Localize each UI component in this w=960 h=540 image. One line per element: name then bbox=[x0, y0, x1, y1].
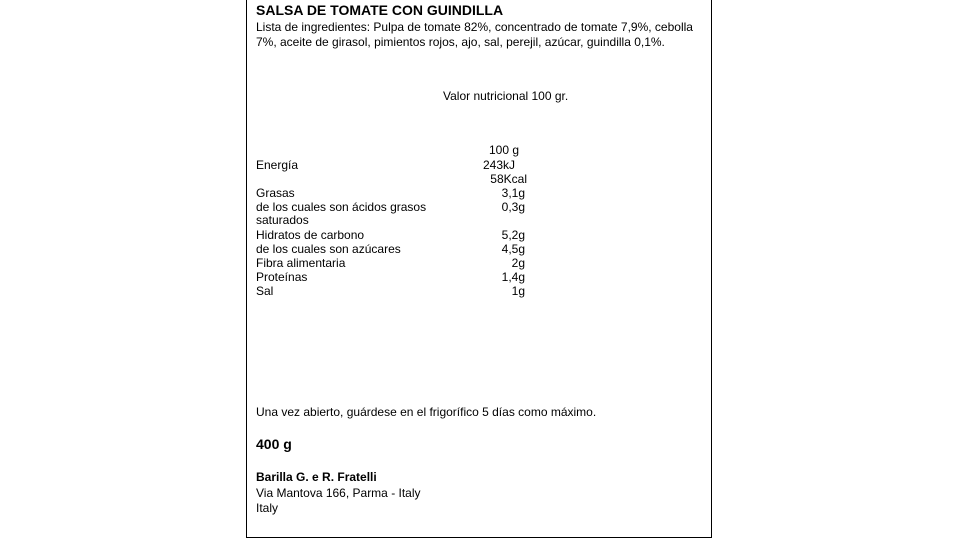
storage-instructions: Una vez abierto, guárdese en el frigorífico 5 días como máximo. bbox=[256, 405, 597, 419]
nutrition-row-value: 1g bbox=[511, 284, 525, 298]
ingredients-list: Lista de ingredientes: Pulpa de tomate 82%, concentrado de tomate 7,9%, cebolla 7%, aceite de girasol, pimientos rojos, ajo, sal, perejil, azúcar, guindilla 0,1%. bbox=[256, 20, 693, 49]
company-address: Via Mantova 166, Parma - Italy bbox=[256, 486, 421, 500]
nutrition-row-value: 0,3g bbox=[501, 200, 525, 214]
nutrition-row-value: 3,1g bbox=[501, 186, 525, 200]
nutrition-row-value: 243kJ bbox=[482, 158, 515, 172]
company-name: Barilla G. e R. Fratelli bbox=[256, 470, 377, 484]
nutrition-row-label: de los cuales son azúcares bbox=[256, 242, 401, 256]
nutrition-row-value: 2g bbox=[511, 256, 525, 270]
nutrition-row-value: 4,5g bbox=[501, 242, 525, 256]
nutrition-row-value: 1,4g bbox=[501, 270, 525, 284]
nutrition-row-label: Energía bbox=[256, 158, 299, 172]
nutrition-row-label: Hidratos de carbono bbox=[256, 228, 365, 242]
nutrition-row-label: de los cuales son ácidos grasos bbox=[256, 200, 427, 214]
company-country: Italy bbox=[256, 501, 279, 515]
nutrition-row-label: Sal bbox=[256, 284, 274, 298]
nutrition-row-label: Fibra alimentaria bbox=[256, 256, 346, 270]
product-title: SALSA DE TOMATE CON GUINDILLA bbox=[256, 2, 504, 18]
nutrition-heading: Valor nutricional 100 gr. bbox=[443, 89, 569, 103]
nutrition-row-value: 5,2g bbox=[501, 228, 525, 242]
nutrition-row-value: 58Kcal bbox=[490, 172, 527, 186]
net-weight: 400 g bbox=[256, 436, 292, 452]
nutrition-row-label: Proteínas bbox=[256, 270, 308, 284]
nutrition-row-label: Grasas bbox=[256, 186, 295, 200]
product-label bbox=[246, 0, 712, 538]
nutrition-row-label: saturados bbox=[256, 213, 309, 227]
nutrition-column-header: 100 g bbox=[488, 143, 519, 157]
